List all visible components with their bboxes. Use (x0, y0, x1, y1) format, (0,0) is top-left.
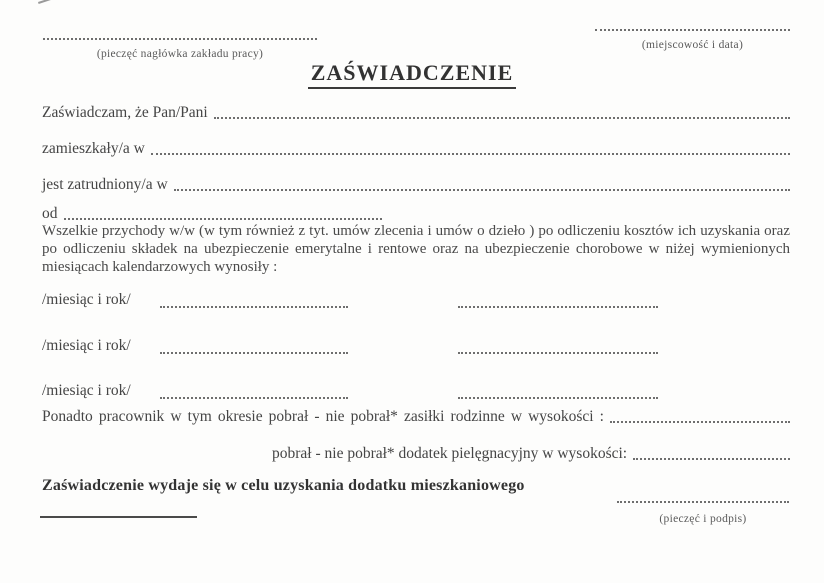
family-benefit-amount-fill-line[interactable] (610, 420, 790, 423)
month-amount-fill-line-1[interactable] (160, 396, 348, 399)
place-date-caption: (miejscowość i data) (641, 39, 744, 51)
person-name-label: Zaświadczam, że Pan/Pani (42, 104, 208, 121)
residence-fill-line[interactable] (151, 152, 790, 155)
month-row (0, 382, 824, 402)
care-allowance-row (272, 445, 790, 463)
field-row-residence (42, 140, 790, 158)
month-year-label: /miesiąc i rok/ (42, 382, 131, 399)
field-row-employer (42, 176, 790, 194)
family-benefit-row (42, 408, 790, 426)
field-row-person-name (42, 104, 790, 122)
care-allowance-label: pobrał - nie pobrał* dodatek pielęgnacyjny w wysokości: (272, 445, 628, 462)
employer-stamp-fill-line[interactable] (43, 37, 317, 40)
employer-label: jest zatrudniony/a w (42, 176, 168, 193)
employment-start-label: od (42, 205, 58, 222)
month-row (0, 291, 824, 311)
document-title-wrap (0, 60, 824, 89)
employment-start-fill-line[interactable] (64, 217, 382, 220)
document-title: ZAŚWIADCZENIE (308, 60, 517, 89)
month-amount-fill-line-2[interactable] (458, 351, 658, 354)
place-date-fill-line[interactable] (595, 28, 790, 31)
field-row-employment-start (42, 205, 382, 223)
month-year-label: /miesiąc i rok/ (42, 291, 131, 308)
income-statement-paragraph: Wszelkie przychody w/w (w tym również z tyt. umów zlecenia i umów o dzieło ) po odliczeniu kosztów ich uzyskania oraz po odliczeniu składek na ubezpieczenie emerytalne i rentowe oraz na ubezpieczenie chorobowe w niżej wymienionych miesiącach kalendarzowych wynosiły : (42, 223, 790, 275)
employer-stamp-caption: (pieczęć nagłówka zakładu pracy) (96, 48, 264, 60)
purpose-statement: Zaświadczenie wydaje się w celu uzyskania dodatku mieszkaniowego (42, 477, 525, 494)
footnote-rule (40, 516, 197, 518)
month-amount-fill-line-1[interactable] (160, 305, 348, 308)
month-amount-fill-line-1[interactable] (160, 351, 348, 354)
month-year-label: /miesiąc i rok/ (42, 337, 131, 354)
month-amount-fill-line-2[interactable] (458, 396, 658, 399)
month-amount-fill-line-2[interactable] (458, 305, 658, 308)
family-benefit-label: Ponadto pracownik w tym okresie pobrał - nie pobrał* zasiłki rodzinne w wysokości : (42, 408, 604, 425)
care-allowance-amount-fill-line[interactable] (633, 457, 790, 460)
employer-fill-line[interactable] (174, 188, 790, 191)
signature-fill-line[interactable] (617, 500, 789, 503)
residence-label: zamieszkały/a w (42, 140, 145, 157)
person-name-fill-line[interactable] (214, 116, 790, 119)
month-row (0, 337, 824, 357)
signature-caption: (pieczęć i podpis) (659, 513, 747, 525)
scan-artifact-mark (38, 0, 51, 4)
